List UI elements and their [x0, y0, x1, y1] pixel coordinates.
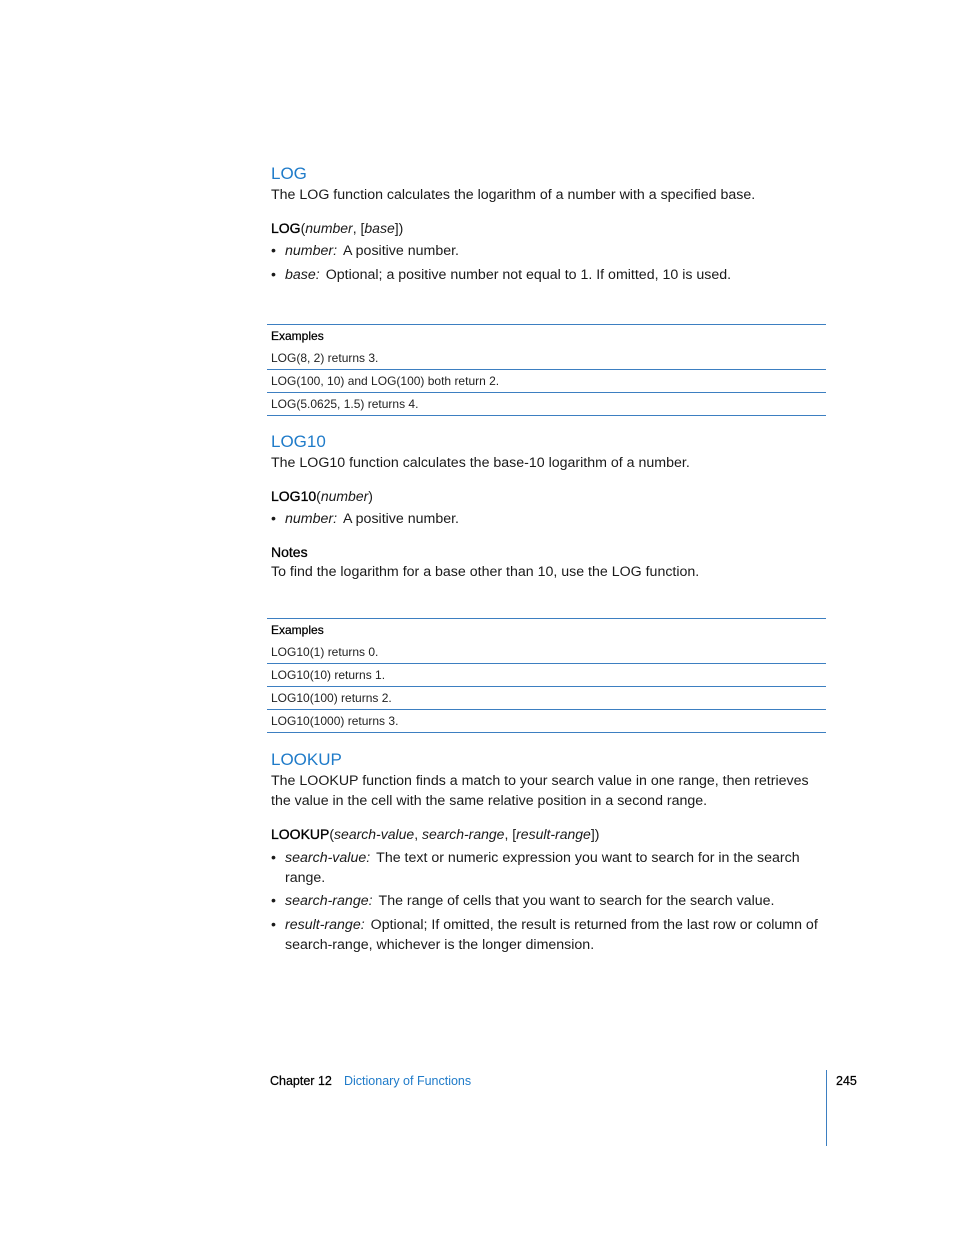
lookup-syntax-arg-search-value: search-value	[334, 826, 415, 842]
syntax-paren: ])	[590, 826, 600, 842]
lookup-heading: LOOKUP	[271, 750, 342, 769]
log10-notes-text: To find the logarithm for a base other than 10, use the LOG function.	[271, 564, 700, 580]
lookup-arg-search-range	[271, 891, 819, 911]
log10-heading: LOG10	[271, 432, 326, 451]
syntax-paren: ])	[394, 220, 404, 236]
log-syntax-name: LOG	[271, 220, 301, 236]
log10-description: The LOG10 function calculates the base-10 logarithm of a number.	[271, 455, 690, 471]
log-heading: LOG	[271, 164, 307, 183]
syntax-separator: , [	[352, 220, 365, 236]
example-row: LOG10(1000) returns 3.	[267, 710, 826, 733]
arg-name: search-range:	[285, 893, 373, 909]
bullet-icon: •	[271, 511, 276, 527]
arg-desc: A positive number.	[343, 243, 459, 259]
bullet-icon: •	[271, 243, 276, 259]
arg-name: number:	[285, 243, 338, 259]
log-syntax-arg-number: number	[305, 220, 353, 236]
syntax-paren: (	[316, 488, 321, 504]
examples-label: Examples	[271, 623, 324, 637]
lookup-syntax-arg-result-range: result-range	[516, 826, 591, 842]
syntax-separator: , [	[504, 826, 517, 842]
lookup-description: The LOOKUP function finds a match to your search value in one range, then retrieves the value in the cell with the same relative position in a second range.	[271, 773, 809, 809]
arg-name: result-range:	[285, 917, 365, 933]
example-row: LOG(8, 2) returns 3.	[267, 347, 826, 370]
example-row: LOG10(1) returns 0.	[267, 641, 826, 664]
syntax-paren: )	[368, 488, 373, 504]
arg-desc: The range of cells that you want to search for the search value.	[378, 893, 775, 909]
lookup-syntax-arg-search-range: search-range	[421, 826, 505, 842]
bullet-icon: •	[271, 917, 276, 933]
example-row: LOG10(100) returns 2.	[267, 687, 826, 710]
log10-arg-number	[271, 509, 819, 529]
syntax-separator: ,	[414, 826, 422, 842]
log10-notes-heading: Notes	[271, 544, 308, 560]
bullet-icon: •	[271, 267, 276, 283]
examples-label: Examples	[271, 329, 324, 343]
syntax-paren: (	[300, 220, 306, 236]
arg-name: number:	[285, 511, 338, 527]
log10-examples-table	[267, 618, 826, 733]
lookup-arg-result-range	[271, 915, 819, 955]
bullet-icon: •	[271, 850, 276, 866]
example-row: LOG(100, 10) and LOG(100) both return 2.	[267, 370, 826, 393]
footer-divider	[826, 1070, 827, 1146]
syntax-paren: (	[329, 826, 335, 842]
footer-chapter-title: Dictionary of Functions	[344, 1074, 472, 1088]
log10-syntax	[271, 487, 373, 505]
lookup-syntax	[271, 825, 599, 843]
log10-syntax-name: LOG10	[271, 488, 317, 504]
log-arg-number	[271, 241, 819, 261]
example-row: LOG(5.0625, 1.5) returns 4.	[267, 393, 826, 416]
log-syntax	[271, 219, 403, 237]
arg-name: base:	[285, 267, 320, 283]
arg-desc: The text or numeric expression you want to search for in the search range.	[285, 850, 800, 886]
example-row: LOG10(10) returns 1.	[267, 664, 826, 687]
arg-desc: Optional; a positive number not equal to 1. If omitted, 10 is used.	[325, 267, 732, 283]
footer-chapter: Chapter 12	[270, 1074, 332, 1088]
log-examples-table	[267, 324, 826, 416]
arg-desc: Optional; If omitted, the result is returned from the last row or column of search-range, whichever is the longer dimension.	[285, 917, 818, 953]
lookup-syntax-name: LOOKUP	[271, 826, 330, 842]
bullet-icon: •	[271, 893, 276, 909]
log-syntax-arg-base: base	[364, 220, 395, 236]
log-arg-base	[271, 265, 819, 285]
log-description: The LOG function calculates the logarithm of a number with a specified base.	[271, 187, 756, 203]
lookup-arg-search-value	[271, 848, 819, 888]
arg-desc: A positive number.	[343, 511, 459, 527]
arg-name: search-value:	[285, 850, 371, 866]
log10-syntax-arg-number: number	[320, 488, 369, 504]
page-number: 245	[836, 1074, 857, 1088]
